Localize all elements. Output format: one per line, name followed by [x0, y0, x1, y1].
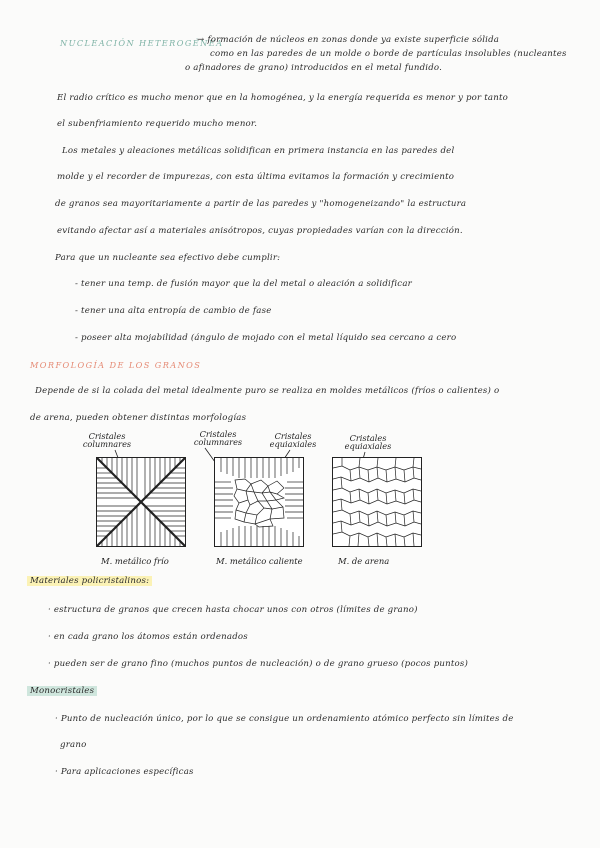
heading-materiales-policristalinos — [27, 576, 152, 586]
text-line: grano — [60, 740, 87, 750]
text-line: Los metales y aleaciones metálicas solidifican en primera instancia en las paredes del — [62, 146, 455, 156]
text-line: el subenfriamiento requerido mucho menor. — [57, 119, 258, 129]
heading-monocristales — [27, 686, 97, 696]
heading-text: Monocristales — [27, 686, 97, 696]
list-item: - poseer alta mojabilidad (ángulo de mojado con el metal líquido sea cercano a cero — [75, 333, 457, 343]
label-cristales-equiaxiales: Cristales equiaxiales — [269, 431, 317, 449]
text-line: de granos sea mayoritariamente a partir de las paredes y "homogeneizando" la estructura — [55, 199, 467, 209]
grain-panel-cold-mold — [96, 457, 186, 547]
text-line: de arena, pueden obtener distintas morfologías — [30, 413, 247, 423]
list-item: - tener una temp. de fusión mayor que la del metal o aleación a solidificar — [75, 279, 412, 289]
grain-panel-sand-mold — [332, 457, 422, 547]
caption-sand-mold: M. de arena — [338, 556, 390, 566]
text-line: → formación de núcleos en zonas donde ya existe superficie sólida — [197, 35, 500, 45]
list-item: · estructura de granos que crecen hasta chocar unos con otros (límites de grano) — [48, 605, 418, 615]
list-item: · Para aplicaciones específicas — [55, 767, 194, 777]
list-item: - tener una alta entropía de cambio de fase — [75, 306, 272, 316]
caption-hot-mold: M. metálico caliente — [216, 556, 303, 566]
heading-morfologia-de-los-granos: MORFOLOGÍA DE LOS GRANOS — [30, 360, 202, 370]
label-cristales-equiaxiales: Cristales equiaxiales — [344, 433, 392, 451]
text-line: Depende de si la colada del metal idealmente puro se realiza en moldes metálicos (fríos o calientes) o — [35, 386, 500, 396]
text-line: como en las paredes de un molde o borde de partículas insolubles (nucleantes — [210, 49, 567, 59]
text-line: evitando afectar así a materiales anisótropos, cuyas propiedades varían con la dirección. — [57, 226, 463, 236]
grain-panel-hot-mold — [214, 457, 304, 547]
text-line: molde y el recorder de impurezas, con esta última evitamos la formación y crecimiento — [57, 172, 455, 182]
list-item: · en cada grano los átomos están ordenados — [48, 632, 248, 642]
list-item: · pueden ser de grano fino (muchos puntos de nucleación) o de grano grueso (pocos puntos) — [48, 659, 469, 669]
text-line: o afinadores de grano) introducidos en el metal fundido. — [185, 63, 443, 73]
list-item: · Punto de nucleación único, por lo que se consigue un ordenamiento atómico perfecto sin límites de — [55, 714, 514, 724]
text-line: Para que un nucleante sea efectivo debe cumplir: — [55, 253, 281, 263]
label-cristales-columnares: Cristales columnares — [193, 429, 243, 447]
heading-nucleacion-heterogenea: NUCLEACIÓN HETEROGÉNEA — [60, 38, 224, 48]
caption-cold-mold: M. metálico frío — [101, 556, 169, 566]
heading-text: Materiales policristalinos: — [27, 576, 152, 586]
label-cristales-columnares: Cristales columnares — [82, 431, 132, 449]
text-line: El radio crítico es mucho menor que en la homogénea, y la energía requerida es menor y por tanto — [57, 93, 509, 103]
